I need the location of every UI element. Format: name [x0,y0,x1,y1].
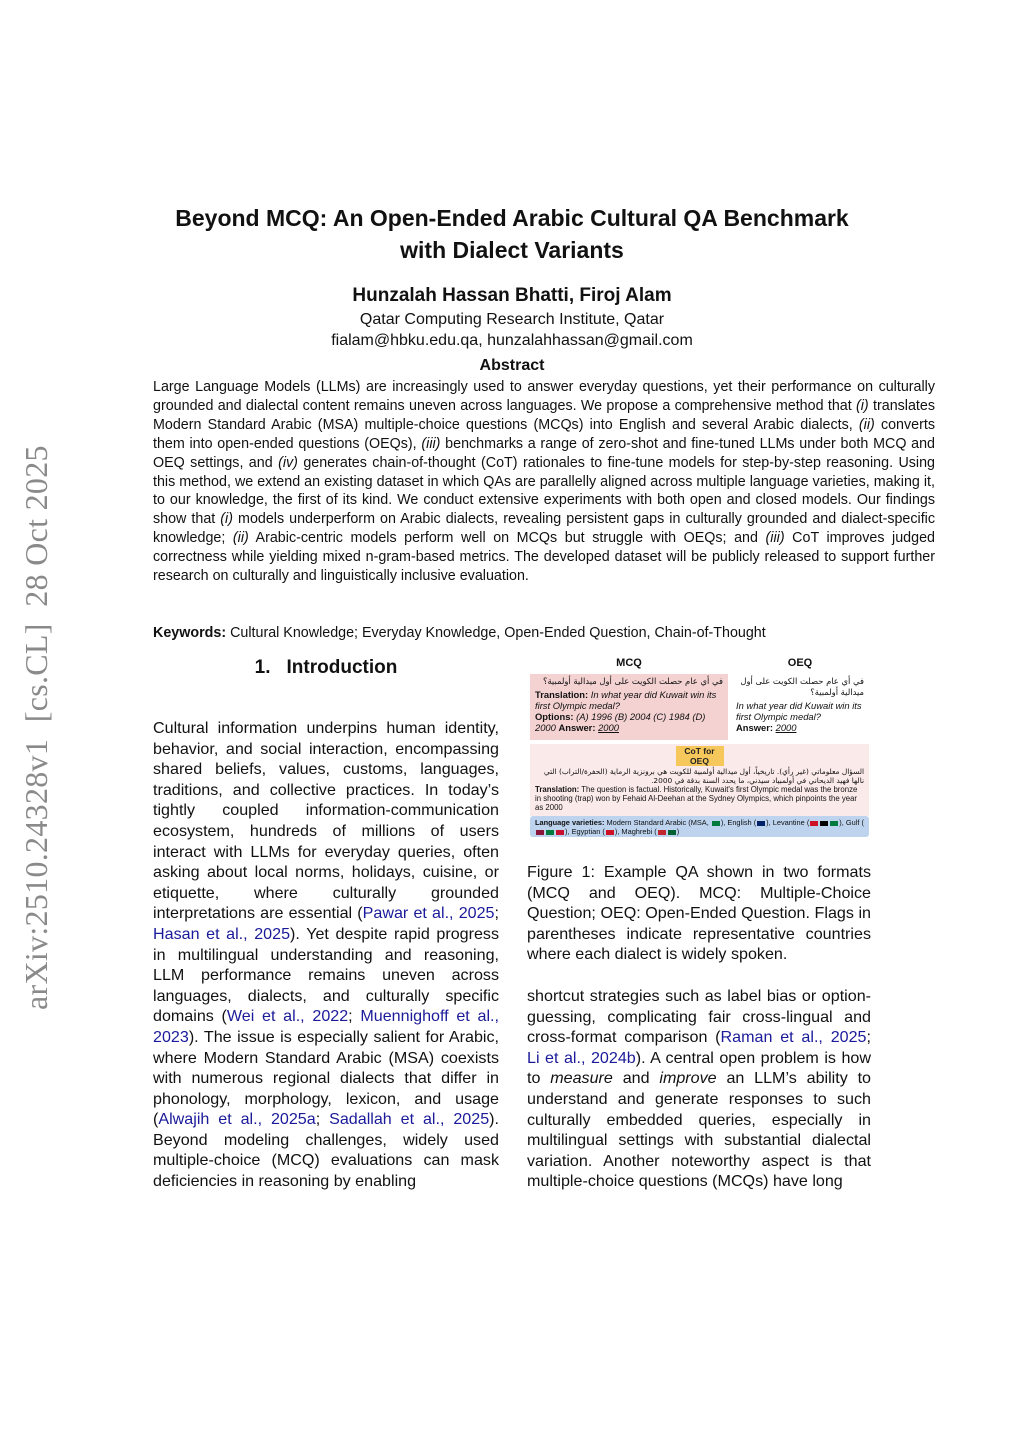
flag-icon [546,830,554,835]
citation-link[interactable]: Raman et al., 2025 [720,1028,867,1047]
keywords-label: Keywords: [153,625,227,641]
flag-icon [606,830,614,835]
abstract-body: Large Language Models (LLMs) are increasingly used to answer everyday questions, yet their performance on culturally grounded and dialectal content remains uneven across languages. We propose a comprehensive method that (i) translates Modern Standard Arabic (MSA) multiple-choice questions (MCQs) into English and several Arabic dialects, (ii) converts them into open-ended questions (OEQs), (iii) benchmarks a range of zero-shot and fine-tuned LLMs under both MCQ and OEQ settings, and (iv) generates chain-of-thought (CoT) rationales to fine-tune models for step-by-step reasoning. Using this method, we extend an existing dataset in which QAs are parallelly aligned across multiple language varieties, making it, to our knowledge, the first of its kind. We conduct extensive experiments with both open and closed models. Our findings show that (i) models underperform on Arabic dialects, revealing persistent gaps in culturally grounded and dialect-specific knowledge; (ii) Arabic-centric models perform well on MCQs but struggle with OEQs; and (iii) CoT improves judged correctness while yielding mixed n-gram-based metrics. The developed dataset will be publicly released to support further research on culturally and linguistically inclusive evaluation. [153,379,936,585]
cot-arabic: السؤال معلوماتي (غير رأي). تاريخياً، أول ميدالية أولمبية للكويت هي برونزية الرماية (الحفرة/التراب) التي نالها فهيد الديحاني في أولمبياد سيدني، ما يحدد السنة بدقة في 2000. [543,767,864,785]
intro-left-column: Cultural information underpins human identity, behavior, and social interaction, encompassing shared beliefs, values, customs, languages, traditions, and collective practices. In today’s tightly coupled information-communication ecosystem, hundreds of millions of users interact with LLMs for everyday queries, often asking about local norms, holidays, cuisine, or etiquette, where culturally grounded interpretations are essential (Pawar et al., 2025; Hasan et al., 2025). Yet despite rapid progress in multilingual understanding and reasoning, LLM performance remains uneven across languages, dialects, and culturally specific domains (Wei et al., 2022; Muennighoff et al., 2023). The issue is especially salient for Arabic, where Modern Standard Arabic (MSA) coexists with numerous regional dialects that differ in phonology, morphology, lexicon, and usage (Alwajih et al., 2025a; Sadallah et al., 2025). Beyond modeling challenges, widely used multiple-choice (MCQ) evaluations can mask deficiencies in reasoning by enabling [153,719,500,1191]
flag-icon [556,830,564,835]
cot-example-box: CoT for OEQ السؤال معلوماتي (غير رأي). تاريخياً، أول ميدالية أولمبية للكويت هي برونزية الرماية (الحفرة/التراب) التي نالها فهيد الديحاني في أولمبياد سيدني، ما يحدد السنة بدقة في 2000. Translation: The question is factual. Historically, Kuwait's first Olympic medal was the bronze in shooting (trap) won by Fehaid Al-Deehan at the Sydney Olympics, which pinpoints the year as 2000 [530,744,869,816]
flag-icon [536,830,544,835]
authors: Hunzalah Hassan Bhatti, Firoj Alam [352,285,672,306]
language-varieties-bar: Language varieties: Modern Standard Arabic (MSA, ), English ( ), Levantine ( ), Gulf (), Egyptian ( ), Maghrebi ( ) [530,816,869,837]
citation-link[interactable]: Hasan et al., 2025 [153,924,291,943]
mcq-arabic-question: في أي عام حصلت الكويت على أول ميدالية أولمبية؟ [543,676,723,686]
flag-icon [820,821,828,826]
intro-right-column: shortcut strategies such as label bias or option-guessing, complicating fair cross-lingual and cross-format comparison (Raman et al., 2025; Li et al., 2024b). A central open problem is how to measure and improve an LLM’s ability to understand and generate responses to such culturally embedded queries, especially in multilingual settings with substantial dialectal variation. Another noteworthy aspect is that multiple-choice questions (MCQs) have long [527,987,872,1191]
keywords-list: Cultural Knowledge; Everyday Knowledge, Open-Ended Question, Chain-of-Thought [226,625,766,641]
figure-1 [527,657,872,841]
oeq-example-box: في أي عام حصلت الكويت على أول ميدالية أولمبية؟ In what year did Kuwait win its first Olympic medal? Answer: 2000 [731,674,869,740]
citation-link[interactable]: Pawar et al., 2025 [362,904,495,923]
citation-link[interactable]: Alwajih et al., 2025a [158,1110,316,1129]
keywords [153,624,935,643]
oeq-heading: OEQ [787,657,813,669]
flag-icon [668,830,676,835]
flag-icon [830,821,838,826]
flag-icon [810,821,818,826]
arxiv-side-stamp: arXiv:2510.24328v1 [cs.CL] 28 Oct 2025 [18,445,54,1010]
cot-label: CoT for OEQ [676,746,724,766]
citation-link[interactable]: Li et al., 2024b [527,1048,636,1067]
citation-link[interactable]: Muennighoff et al., 2023 [153,1007,499,1046]
figure-1-caption: Figure 1: Example QA shown in two formats (MCQ and OEQ). MCQ: Multiple-Choice Question; OEQ: Open-Ended Question. Flags in parentheses indicate representative countries where each dialect is widely spoken. [527,863,871,964]
mcq-heading: MCQ [616,657,642,669]
affiliation: Qatar Computing Research Institute, Qatar [359,311,665,328]
section-heading-introduction: 1. Introduction [254,657,398,678]
emails: fialam@hbku.edu.qa, hunzalahhassan@gmail.com [331,332,693,349]
flag-icon [712,821,720,826]
affiliation-block [0,309,1024,351]
flag-icon [658,830,666,835]
citation-link[interactable]: Wei et al., 2022 [226,1007,349,1026]
flag-icon [757,821,765,826]
title-line-2: with Dialect Variants [400,237,624,263]
title-line-1: Beyond MCQ: An Open-Ended Arabic Cultural QA Benchmark [175,205,849,231]
paper-title [0,202,1024,266]
oeq-arabic-question: في أي عام حصلت الكويت على أول ميدالية أولمبية؟ [740,676,864,697]
citation-link[interactable]: Sadallah et al., 2025 [329,1110,490,1129]
abstract-heading: Abstract [479,357,545,374]
mcq-example-box: في أي عام حصلت الكويت على أول ميدالية أولمبية؟ Translation: In what year did Kuwait win its first Olympic medal? Options: (A) 1996 (B) 2004 (C) 1984 (D) 2000 Answer: 2000 [530,674,728,740]
